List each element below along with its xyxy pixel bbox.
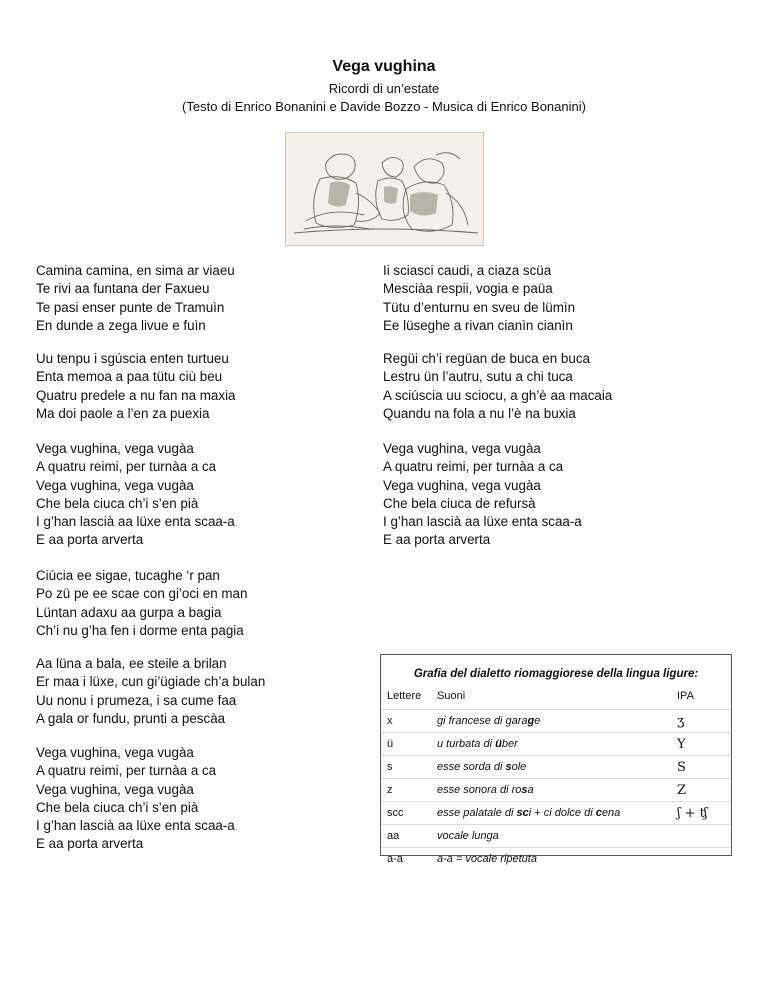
lyric-line: Te pasi enser punte de Tramuìn xyxy=(36,299,225,315)
grafia-sound: vocale lunga xyxy=(437,825,677,848)
grafia-row xyxy=(381,756,731,779)
grafia-letter: scc xyxy=(381,802,437,825)
stanza-right-1 xyxy=(383,262,575,335)
grafia-letter: s xyxy=(381,756,437,779)
chorus-right xyxy=(383,440,582,550)
grafia-row xyxy=(381,779,731,802)
lyric-line: A quatru reimi, per turnàa a ca xyxy=(36,763,217,779)
stanza-left-4 xyxy=(36,567,247,640)
lyric-line: Ee lüseghe a rivan cianìn cianìn xyxy=(383,317,573,333)
lyric-line: Vega vughina, vega vugàa xyxy=(36,745,194,760)
lyric-line: E aa porta arverta xyxy=(36,836,144,852)
grafia-ipa: ʃ + ʧ xyxy=(677,802,731,825)
grafia-sound: esse sonora di rosa xyxy=(437,779,677,802)
grafia-ipa xyxy=(677,848,731,871)
lyric-line: Camina camina, en sima ar viaeu xyxy=(36,263,235,278)
lyric-line: Lüntan adaxu aa gurpa a bagia xyxy=(36,604,222,620)
sketch-drawing xyxy=(286,133,483,245)
stanza-right-2 xyxy=(383,350,612,423)
grafia-row xyxy=(381,802,731,825)
grafia-header-row xyxy=(381,683,731,710)
lyric-line: Quandu na fola a nu l’è na buxia xyxy=(383,405,576,421)
lyric-line: Lestru ün l’autru, sutu a chi tuca xyxy=(383,369,573,385)
lyric-line: I g’han lascià aa lüxe enta scaa-a xyxy=(36,514,235,530)
lyric-line: Quatru predele a nu fan na maxia xyxy=(36,387,236,403)
grafia-ipa xyxy=(677,825,731,848)
grafia-row xyxy=(381,825,731,848)
lyric-line: Aa lüna a bala, ee steile a brilan xyxy=(36,656,227,671)
lyric-line: Uu tenpu i sgúscia enten turtueu xyxy=(36,351,229,366)
lyric-line: Ii sciasci caudi, a ciaza scüa xyxy=(383,263,552,278)
grafia-letter: ü xyxy=(381,733,437,756)
grafia-box xyxy=(380,654,732,865)
grafia-ipa: Y xyxy=(677,733,731,756)
stanza-left-1 xyxy=(36,262,235,335)
lyric-line: I g’han lascià aa lüxe enta scaa-a xyxy=(383,514,582,530)
grafia-row xyxy=(381,848,731,871)
grafia-letter: a-a xyxy=(381,848,437,871)
lyric-line: Che bela ciuca ch’i s’en pià xyxy=(36,495,199,511)
lyric-line: Che bela ciuca de refursà xyxy=(383,495,536,511)
lyric-line: Mesciàa respii, vogia e paüa xyxy=(383,281,553,297)
lyric-line: Vega vughina, vega vugàa xyxy=(36,781,194,797)
lyric-line: Ma doi paole a l’en za puexia xyxy=(36,405,210,421)
grafia-title: Grafia del dialetto riomaggiorese della lingua ligure: xyxy=(413,668,699,680)
lyric-line: Vega vughina, vega vugàa xyxy=(383,441,541,456)
lyric-line: E aa porta arverta xyxy=(383,532,491,548)
lyric-line: A quatru reimi, per turnàa a ca xyxy=(383,459,564,475)
grafia-sound: a-a = vocale ripetuta xyxy=(437,848,677,871)
lyric-line: Ch’i nu g’ha fen i dorme enta pagia xyxy=(36,622,244,638)
sketch-illustration xyxy=(285,132,484,246)
lyric-line: E aa porta arverta xyxy=(36,532,144,548)
lyric-line: Te rivi aa funtana der Faxueu xyxy=(36,281,210,297)
lyric-line: I g’han lascià aa lüxe enta scaa-a xyxy=(36,818,235,834)
lyric-line: A sciúscia uu sciocu, a gh’è aa macaia xyxy=(383,387,613,403)
lyric-line: En dunde a zega livue e fuìn xyxy=(36,317,206,333)
lyric-line: Che bela ciuca ch’i s’en pià xyxy=(36,799,199,815)
lyric-line: Vega vughina, vega vugàa xyxy=(383,477,541,493)
chorus-left-2 xyxy=(36,744,235,854)
grafia-sound: u turbata di über xyxy=(437,733,677,756)
grafia-row xyxy=(381,710,731,733)
grafia-ipa: Z xyxy=(677,779,731,802)
stanza-left-2 xyxy=(36,350,236,423)
grafia-ipa: ʒ xyxy=(677,710,731,733)
song-subtitle: Ricordi di un’estate xyxy=(328,81,440,96)
lyric-line: Uu nonu i prumeza, i sa cume faa xyxy=(36,692,237,708)
header-suoni: Suoni xyxy=(437,690,466,702)
lyric-line: Enta memoa a paa tütu ciù beu xyxy=(36,369,223,385)
grafia-letter: z xyxy=(381,779,437,802)
header-lettere: Lettere xyxy=(387,690,422,702)
grafia-row xyxy=(381,733,731,756)
grafia-letter: aa xyxy=(381,825,437,848)
grafia-sound: esse palatale di sci + ci dolce di cena xyxy=(437,802,677,825)
chorus-left-1 xyxy=(36,440,235,550)
lyric-line: Tütu d’enturnu en sveu de lümìn xyxy=(383,299,576,315)
lyric-line: Regüi ch’i regüan de buca en buca xyxy=(383,351,590,366)
lyric-line: A quatru reimi, per turnàa a ca xyxy=(36,459,217,475)
song-credits: (Testo di Enrico Bonanini e Davide Bozzo - Musica di Enrico Bonanini) xyxy=(182,99,586,114)
grafia-sound: esse sorda di sole xyxy=(437,756,677,779)
stanza-left-5 xyxy=(36,655,265,728)
lyric-line: Er maa i lüxe, cun gi’ügiade ch’a bulan xyxy=(36,674,266,690)
lyric-line: Vega vughina, vega vugàa xyxy=(36,477,194,493)
grafia-letter: x xyxy=(381,710,437,733)
lyric-line: Vega vughina, vega vugàa xyxy=(36,441,194,456)
lyric-line: A gala or fundu, prunti a pescàa xyxy=(36,710,226,726)
song-title: Vega vughina xyxy=(332,58,436,75)
lyric-line: Po zü pe ee scae con gi’oci en man xyxy=(36,586,248,602)
header-ipa: IPA xyxy=(677,690,694,702)
lyric-line: Ciúcia ee sigae, tucaghe ‘r pan xyxy=(36,568,220,583)
grafia-table xyxy=(381,683,731,870)
grafia-sound: gi francese di garage xyxy=(437,710,677,733)
grafia-ipa: S xyxy=(677,756,731,779)
